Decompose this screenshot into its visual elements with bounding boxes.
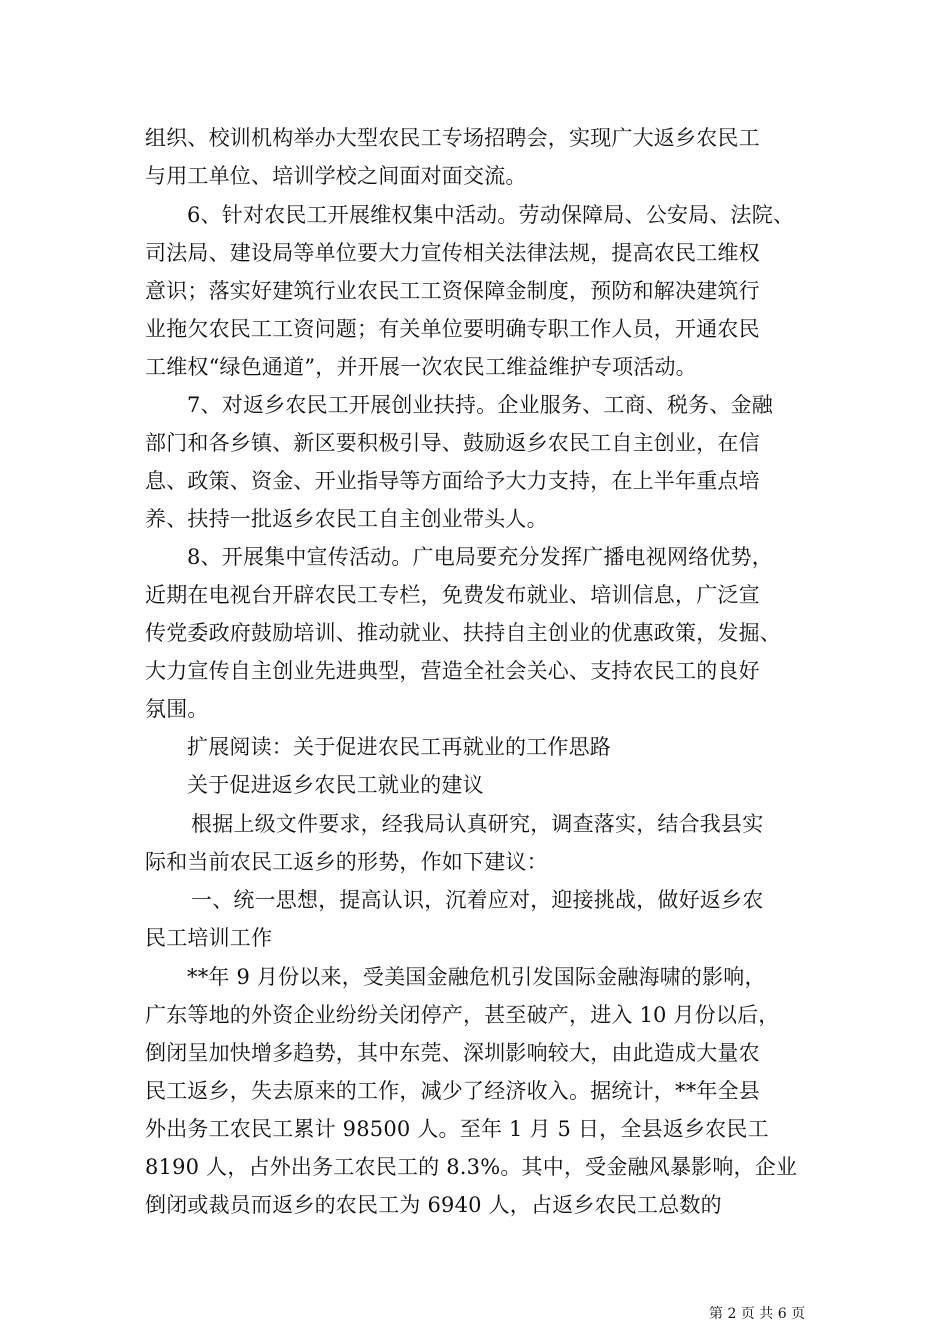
text-line: 6、针对农民工开展维权集中活动。劳动保障局、公安局、法院、 [187,203,795,227]
text-line: 近期在电视台开辟农民工专栏，免费发布就业、培训信息，广泛宣 [145,583,760,607]
text-line: 倒闭呈加快增多趋势，其中东莞、深圳影响较大，由此造成大量农 [145,1041,760,1065]
text-line: 氛围。 [145,697,209,721]
text-line: 息、政策、资金、开业指导等方面给予大力支持，在上半年重点培 [145,469,760,493]
text-line: 与用工单位、培训学校之间面对面交流。 [145,164,527,188]
text-line: 传党委政府鼓励培训、推动就业、扶持自主创业的优惠政策，发掘、 [145,621,781,645]
text-line: 民工返乡，失去原来的工作，减少了经济收入。据统计，**年全县 [145,1079,760,1103]
extended-reading-title: 扩展阅读：关于促进农民工再就业的工作思路 [187,735,611,759]
section-title: 关于促进返乡农民工就业的建议 [187,773,484,797]
text-line: 7、对返乡农民工开展创业扶持。企业服务、工商、税务、金融 [187,393,773,417]
text-line: 业拖欠农民工工资问题；有关单位要明确专职工作人员，开通农民 [145,317,760,341]
text-line: 大力宣传自主创业先进典型，营造全社会关心、支持农民工的良好 [145,659,760,683]
text-line: 部门和各乡镇、新区要积极引导、鼓励返乡农民工自主创业，在信 [145,431,760,455]
text-line: 8190 人，占外出务工农民工的 8.3%。其中，受金融风暴影响，企业 [145,1155,798,1179]
text-line: 外出务工农民工累计 98500 人。至年 1 月 5 日，全县返乡农民工 [145,1117,769,1141]
text-line: 际和当前农民工返乡的形势，作如下建议： [145,850,548,874]
text-line: 一、统一思想，提高认识，沉着应对，迎接挑战，做好返乡农 [191,888,764,912]
text-line: 组织、校训机构举办大型农民工专场招聘会，实现广大返乡农民工 [145,126,760,150]
text-line: 养、扶持一批返乡农民工自主创业带头人。 [145,507,548,531]
text-line: 根据上级文件要求，经我局认真研究，调查落实，结合我县实 [191,812,764,836]
text-line: 8、开展集中宣传活动。广电局要充分发挥广播电视网络优势， [187,545,773,569]
text-line: 工维权“绿色通道”，并开展一次农民工维益维护专项活动。 [145,355,697,379]
text-line: 广东等地的外资企业纷纷关闭停产，甚至破产，进入 10 月份以后， [145,1003,780,1027]
text-line: 意识；落实好建筑行业农民工工资保障金制度，预防和解决建筑行 [145,279,760,303]
text-line: 司法局、建设局等单位要大力宣传相关法律法规，提高农民工维权 [145,241,760,265]
page-number: 第 2 页 共 6 页 [709,1306,806,1322]
text-line: **年 9 月份以来，受美国金融危机引发国际金融海啸的影响， [187,965,766,989]
text-line: 倒闭或裁员而返乡的农民工为 6940 人，占返乡农民工总数的 [145,1193,722,1217]
text-line: 民工培训工作 [145,926,273,950]
